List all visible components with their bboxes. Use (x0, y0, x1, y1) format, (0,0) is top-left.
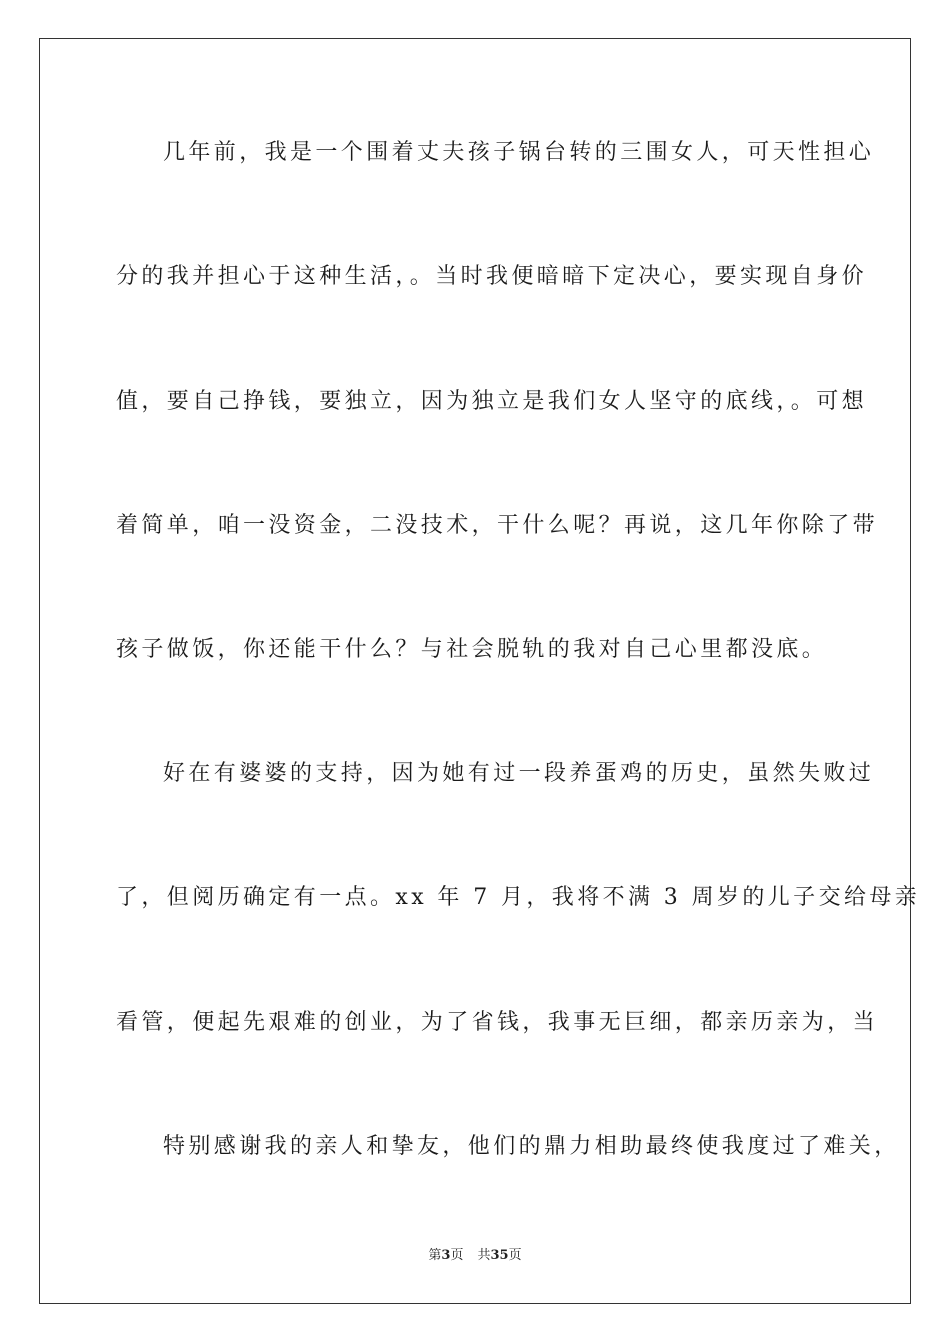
paragraph-line-3: 值，要自己挣钱，要独立，因为独立是我们女人坚守的底线，。可想 (116, 389, 868, 414)
paragraph-line-9: 特别感谢我的亲人和挚友，他们的鼎力相助最终使我度过了难关， (163, 1134, 900, 1159)
footer-total-suffix: 页 (508, 1248, 522, 1263)
footer-page-prefix: 第 (428, 1248, 442, 1263)
paragraph-line-1: 几年前，我是一个围着丈夫孩子锅台转的三围女人，可天性担心 (163, 140, 875, 165)
footer-total-pages: 35 (490, 1248, 509, 1263)
paragraph-line-6: 好在有婆婆的支持，因为她有过一段养蛋鸡的历史，虽然失败过 (163, 761, 875, 786)
page-footer (0, 1248, 950, 1264)
footer-page-number: 3 (441, 1248, 451, 1263)
paragraph-line-5: 孩子做饭，你还能干什么？与社会脱轨的我对自己心里都没底。 (116, 637, 828, 662)
paragraph-line-2: 分的我并担心于这种生活，。当时我便暗暗下定决心，要实现自身价 (116, 264, 868, 289)
paragraph-line-4: 着简单，咱一没资金，二没技术，干什么呢？再说，这几年你除了带 (116, 513, 879, 538)
footer-total-prefix: 共 (477, 1248, 491, 1263)
paragraph-line-8: 看管，便起先艰难的创业，为了省钱，我事无巨细，都亲历亲为，当 (116, 1010, 879, 1035)
page-border (39, 38, 921, 1304)
paragraph-line-7: 了，但阅历确定有一点。xx 年 7 月，我将不满 3 周岁的儿子交给母亲 (116, 885, 921, 910)
footer-page-suffix: 页 (450, 1248, 464, 1263)
